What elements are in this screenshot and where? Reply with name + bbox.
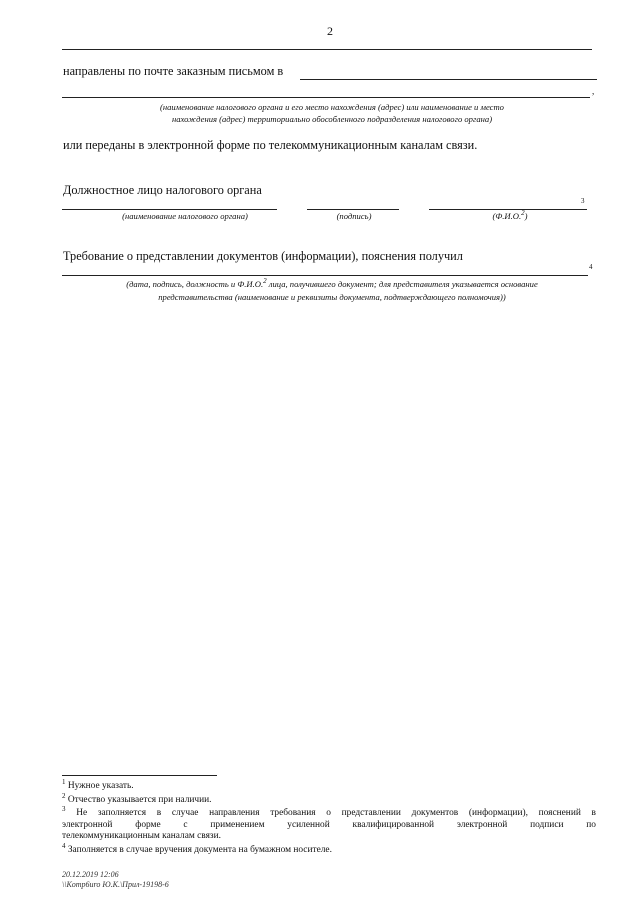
- receiver-caption: (дата, подпись, должность и Ф.И.О.$^2$ лица, получившего документ; для представителя указывается основание представительства (наименование и реквизиты документа, подтверждающего полномочия)): [126, 277, 538, 302]
- authority-name-caption: (наименование налогового органа): [122, 211, 248, 221]
- sent-by-mail-label: направлены по почте заказным письмом в: [63, 64, 284, 78]
- footnote-1: $^1$ Нужное указать.: [62, 778, 134, 791]
- footnote-2: $^2$ Отчество указывается при наличии.: [62, 792, 212, 805]
- document-meta: [62, 870, 169, 889]
- signature-caption: (подпись): [336, 211, 372, 221]
- tax-authority-address-caption: (наименование налогового органа и его место нахождения (адрес) или наименование и место нахождения (адрес) территориально обособленного подразделения налогового органа): [160, 102, 504, 124]
- footnote-mark-4: 4: [589, 263, 593, 271]
- footnote-mark-3: 3: [581, 197, 585, 205]
- footnote-3: $^3$ Не заполняется в случае направления требования о представлении документов (информации), пояснений в электронной форме с применением усиленной квалифицированной электронной подписи по телекоммуникационным каналам связи.: [62, 805, 596, 841]
- tax-authority-address-field[interactable]: [62, 97, 590, 98]
- header-rule: [62, 49, 592, 50]
- footnote-separator: [62, 775, 217, 776]
- footnote-4: $^4$ Заполняется в случае вручения документа на бумажном носителе.: [62, 842, 332, 855]
- fio-caption: (Ф.И.О.$^2$): [492, 209, 528, 221]
- document-file-path: \\Komp6uro Ю.К.\Прил-19198-6: [62, 879, 169, 889]
- received-label: Требование о представлении документов (информации), пояснения получил: [63, 249, 463, 263]
- receiver-field[interactable]: [62, 275, 588, 276]
- document-timestamp: 20.12.2019 12:06: [62, 870, 119, 879]
- mail-recipient-field[interactable]: [300, 79, 597, 80]
- page-number: 2: [327, 24, 333, 38]
- official-label: Должностное лицо налогового органа: [63, 183, 262, 197]
- comma-mark: ,: [592, 86, 595, 96]
- electronic-channels-text: или переданы в электронной форме по телекоммуникационным каналам связи.: [63, 138, 478, 152]
